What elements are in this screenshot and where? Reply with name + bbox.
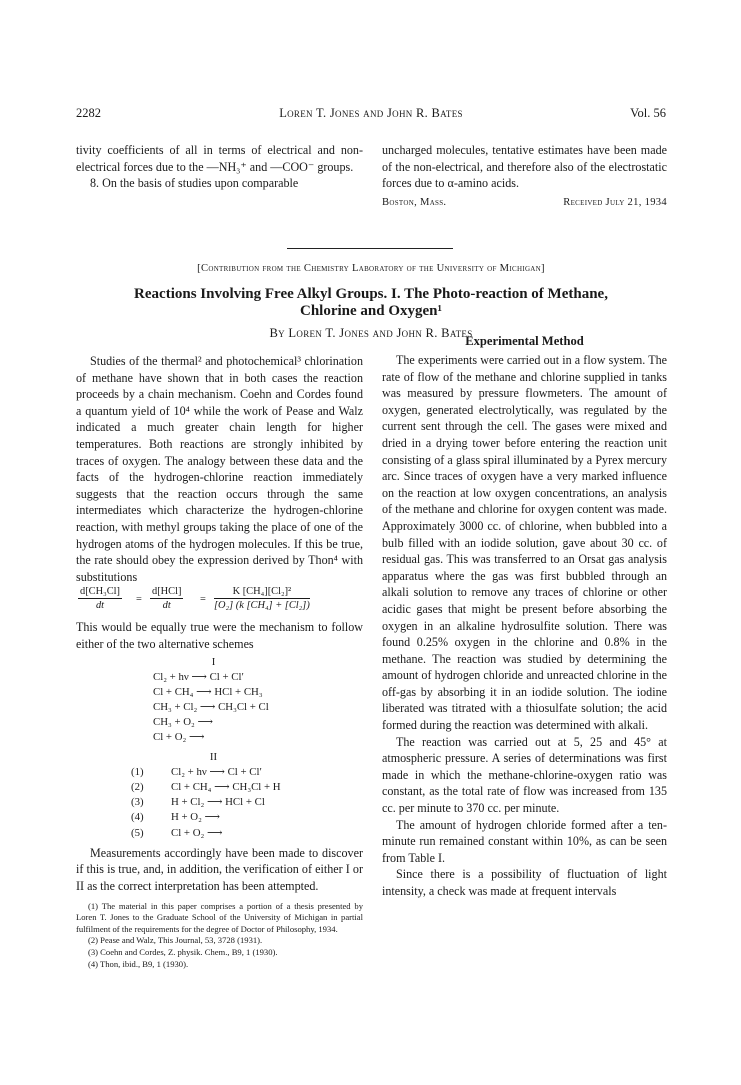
- reaction-number: (2): [131, 781, 144, 794]
- left-column: [76, 353, 363, 970]
- denominator: dt: [162, 600, 171, 612]
- scheme-intro: This would be equally true were the mechanism to follow either of the two alternative schemes: [76, 620, 363, 651]
- reaction: H + O₂ ⟶: [171, 811, 221, 824]
- fraction-ch3cl: [78, 585, 122, 613]
- reaction: Cl + O₂ ⟶: [171, 826, 223, 839]
- reaction: H + Cl₂ ⟶ HCl + Cl: [171, 796, 265, 809]
- signature-row: [382, 194, 667, 212]
- previous-article-paragraph: tivity coefficients of all in terms of electrical and non-electrical forces due to the —NH₃⁺ and —COO⁻ groups.: [76, 143, 363, 174]
- right-column: [382, 333, 667, 900]
- intro-paragraph: Studies of the thermal² and photochemical³ chlorination of methane have shown that in both cases the reaction proceeds by a chain mechanism. Coehn and Cordes found a quantum yield of 10⁴ while the work of Pease and Walz indicated a much greater chain length for higher temperatures. Both reactions are strongly inhibited by traces of oxygen. The analogy between these data and the facts of the hydrogen-chlorine reaction immediately suggests that the reaction occurs through the same intermediates which characterize the hydrogen-chlorine reaction, with methyl groups taking the place of one of the hydrogen atoms of the hydrogen molecules. If this be true, the rate should obey the expression derived by Thon⁴ with substitutions: [76, 354, 363, 584]
- volume-number: Vol. 56: [630, 106, 666, 120]
- method-paragraph-3: The amount of hydrogen chloride formed after a ten-minute run remained constant within 10%, as can be seen from Table I.: [382, 817, 667, 865]
- numerator: d[HCl]: [152, 586, 182, 598]
- reaction: CH₃ + O₂ ⟶: [153, 716, 213, 729]
- running-head: [76, 106, 666, 122]
- footnote-1: (1) The material in this paper comprises a portion of a thesis presented by Loren T. Jones to the Graduate School of the University of Michigan in partial fulfilment of the requirements for the degree of Doctor of Philosophy, 1934.: [76, 900, 363, 934]
- reaction: Cl₂ + hν ⟶ Cl + Cl′: [171, 765, 262, 778]
- scheme-i: [76, 655, 363, 746]
- footnotes: [76, 901, 363, 971]
- byline: By Loren T. Jones and John R. Bates: [269, 326, 473, 340]
- article-title: [76, 286, 666, 320]
- method-paragraph-4: Since there is a possibility of fluctuation of light intensity, a check was made at frequent intervals: [382, 867, 667, 898]
- article-divider: [287, 248, 453, 249]
- previous-article-continuation: uncharged molecules, tentative estimates have been made of the non-electrical, and therefore also of the electrostatic forces due to α-amino acids.: [382, 143, 667, 191]
- title-line-1: Reactions Involving Free Alkyl Groups. I. The Photo-reaction of Methane,: [134, 286, 608, 302]
- scheme-ii: [76, 750, 363, 841]
- scheme-label: II: [209, 750, 218, 763]
- equals-sign: =: [200, 594, 206, 606]
- reaction: Cl + CH₄ ⟶ CH₃Cl + H: [171, 781, 281, 794]
- fraction-rate-expression: [214, 585, 310, 613]
- section-heading: Experimental Method: [465, 334, 584, 348]
- denominator: dt: [95, 600, 105, 612]
- numerator: d[CH₃Cl]: [80, 586, 120, 598]
- contribution-note: [Contribution from the Chemistry Laboratory of the University of Michigan]: [197, 263, 545, 274]
- location: Boston, Mass.: [382, 196, 447, 208]
- footnote-2: (2) Pease and Walz, This Journal, 53, 3728 (1931).: [88, 935, 263, 946]
- previous-article-item-8: 8. On the basis of studies upon comparable: [90, 176, 299, 191]
- footnote-3: (3) Coehn and Cordes, Z. physik. Chem., B9, 1 (1930).: [88, 946, 278, 957]
- numerator: K [CH₄][Cl₂]²: [214, 585, 310, 599]
- received-date: Received July 21, 1934: [563, 196, 667, 208]
- measurements-paragraph: Measurements accordingly have been made to discover if this is true, and, in addition, the verification of either I or II as the correct interpretation has been attempted.: [76, 845, 363, 893]
- reaction: Cl + CH₄ ⟶ HCl + CH₃: [153, 685, 263, 698]
- reaction-number: (4): [131, 811, 144, 824]
- footnote-4: (4) Thon, ibid., B9, 1 (1930).: [88, 958, 189, 969]
- reaction-number: (3): [131, 796, 144, 809]
- previous-article-right: [382, 142, 667, 212]
- reaction: CH₃ + Cl₂ ⟶ CH₃Cl + Cl: [153, 701, 269, 714]
- running-head-authors: Loren T. Jones and John R. Bates: [279, 106, 463, 120]
- fraction-hcl: [150, 585, 183, 613]
- reaction-number: (5): [131, 826, 144, 839]
- method-paragraph-1: The experiments were carried out in a flow system. The rate of flow of the methane and chlorine supplied in tanks was measured by pressure flowmeters. The amount of oxygen, generated electrolytically, was regulated by the current sent through the cell. The gases were mixed and dried in a drying tower before entering the reaction unit consisting of a glass spiral illuminated by a Pyrex mercury arc. Since traces of oxygen have a very marked influence on the reaction at low oxygen concentrations, an analysis of the methane and chlorine for oxygen content was made. Approximately 3000 cc. of chlorine, when bubbled into a bulb filled with an iodide solution, gave about 30 cc. of residual gas. This was transferred to an Orsat gas analysis apparatus where the gas was first bubbled through an alkali solution to remove any traces of chlorine or other acidic gases that might be present before absorbing the oxygen in an alkaline hydrosulfite solution. There was found 0.25% oxygen in the chlorine and 0.8% in the methane. The reaction was studied by determining the amount of hydrogen chloride and unreacted chlorine in the off-gas by absorbing it in an iodide solution. The iodine liberated was titrated with a thiosulfate solution; the acid formed during the reaction was determined with alkali.: [382, 353, 667, 733]
- title-line-2: Chlorine and Oxygen¹: [299, 303, 443, 319]
- page-number: 2282: [76, 106, 101, 120]
- reaction-number: (1): [131, 765, 144, 778]
- previous-article-left: [76, 142, 363, 192]
- denominator: [O₂] (k [CH₄] + [Cl₂]): [214, 600, 310, 612]
- rate-equation: [76, 585, 363, 617]
- equals-sign: =: [136, 594, 142, 606]
- method-paragraph-2: The reaction was carried out at 5, 25 and 45° at atmospheric pressure. A series of determinations was first made in which the methane-chlorine-oxygen ratio was constant, as the total rate of flow was increased from 135 cc. per minute to 370 cc. per minute.: [382, 734, 667, 816]
- reaction: Cl + O₂ ⟶: [153, 731, 205, 744]
- scheme-label: I: [211, 655, 216, 668]
- reaction: Cl₂ + hν ⟶ Cl + Cl′: [153, 670, 244, 683]
